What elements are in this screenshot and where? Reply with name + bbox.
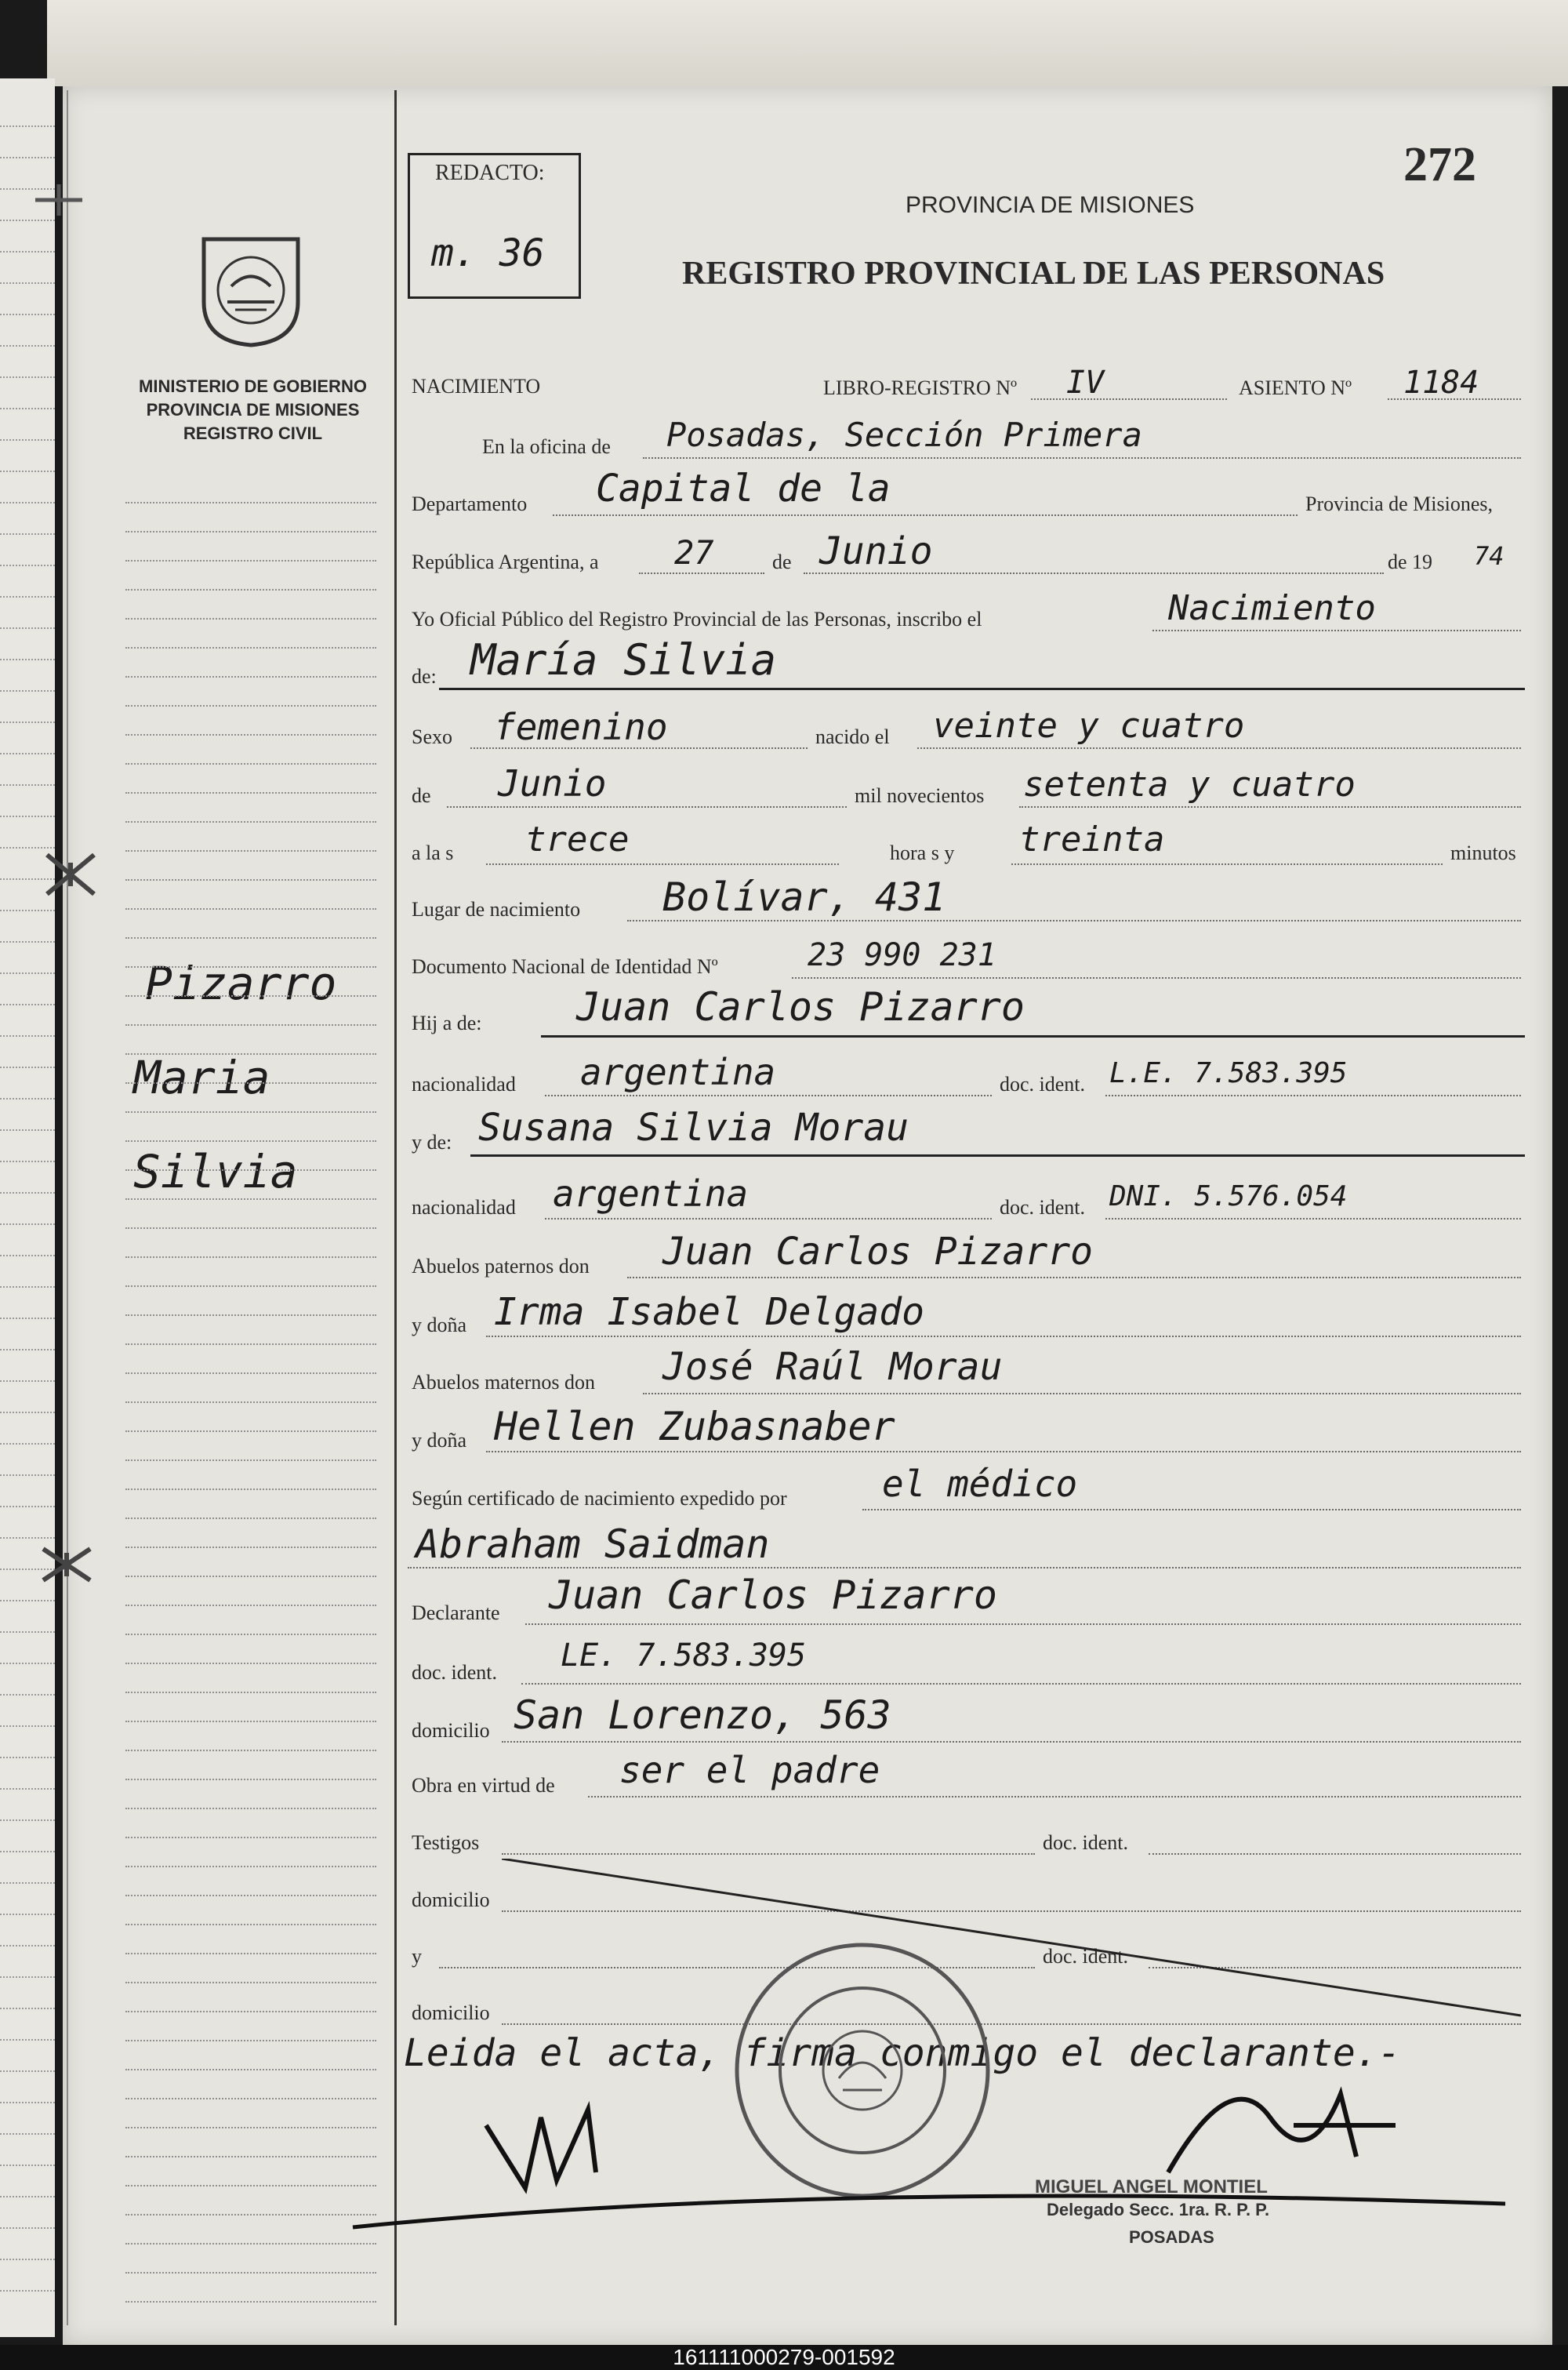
left-page-rule-line bbox=[0, 408, 55, 409]
name-value: María Silvia bbox=[470, 635, 777, 685]
left-page-rule-line bbox=[0, 1882, 55, 1884]
nacido-label: nacido el bbox=[815, 725, 890, 748]
departamento-line bbox=[553, 514, 1298, 516]
doc2-value: DNI. 5.576.054 bbox=[1109, 1180, 1348, 1212]
official-name: MIGUEL ANGEL MONTIEL bbox=[1035, 2176, 1268, 2197]
left-page-rule-line bbox=[0, 1694, 55, 1696]
left-page-rule-line bbox=[0, 1098, 55, 1100]
closing-text: Leida el acta, firma conmigo el declarante.- bbox=[404, 2031, 1401, 2075]
left-page-rule-line bbox=[0, 1663, 55, 1664]
ministry-label: MINISTERIO DE GOBIERNO bbox=[139, 376, 367, 396]
official-signature-icon bbox=[1137, 2047, 1450, 2188]
horas-label: hora s y bbox=[890, 841, 955, 864]
record-type: NACIMIENTO bbox=[412, 375, 541, 398]
staple-icon bbox=[31, 173, 86, 227]
flourish-line-icon bbox=[345, 2172, 1521, 2243]
margin-rule-line bbox=[125, 2011, 376, 2012]
margin-rule-line bbox=[125, 1082, 376, 1084]
left-page-rule-line bbox=[0, 1035, 55, 1037]
sexo-label: Sexo bbox=[412, 725, 452, 748]
margin-rule-line bbox=[125, 2040, 376, 2041]
left-page-rule-line bbox=[0, 1506, 55, 1507]
official-title: Delegado Secc. 1ra. R. P. P. bbox=[1047, 2200, 1270, 2219]
left-page-rule-line bbox=[0, 1945, 55, 1947]
madre-value: Susana Silvia Morau bbox=[478, 1106, 909, 1150]
libro-label: LIBRO-REGISTRO Nº bbox=[823, 376, 1018, 399]
left-page-rule-line bbox=[0, 2133, 55, 2135]
testdoc-line bbox=[1149, 1853, 1521, 1855]
day-line bbox=[639, 573, 764, 574]
domicilio2-label: domicilio bbox=[412, 1888, 490, 1911]
margin-rule-line bbox=[125, 792, 376, 794]
ministry-province-label: PROVINCIA DE MISIONES bbox=[146, 400, 360, 420]
hija-label: Hij a de: bbox=[412, 1012, 482, 1034]
left-page-rule-line bbox=[0, 627, 55, 629]
page-left-edge bbox=[67, 90, 68, 2325]
ministry-registry-label: REGISTRO CIVIL bbox=[183, 423, 323, 443]
left-page-rule-line bbox=[0, 1976, 55, 1978]
margin-rule-line bbox=[125, 1256, 376, 1258]
left-page-rule-line bbox=[0, 439, 55, 441]
left-page-rule-line bbox=[0, 502, 55, 503]
margin-rule-line bbox=[125, 1227, 376, 1229]
margin-rule-line bbox=[125, 821, 376, 823]
margin-rule-line bbox=[125, 647, 376, 649]
nac1-value: argentina bbox=[580, 1051, 776, 1093]
nacido-line bbox=[917, 747, 1521, 749]
margin-rule-line bbox=[125, 1982, 376, 1983]
libro-line bbox=[1031, 398, 1227, 400]
left-page-rule-line bbox=[0, 816, 55, 817]
month2-value: Junio bbox=[498, 762, 607, 805]
margin-rule-line bbox=[125, 2098, 376, 2099]
mil-label: mil novecientos bbox=[855, 784, 985, 807]
footer-id: 161111000279-001592 bbox=[673, 2345, 895, 2369]
left-page-rule-line bbox=[0, 972, 55, 974]
abmat2-value: Hellen Zubasnaber bbox=[494, 1404, 895, 1449]
left-page-rule-line bbox=[0, 2290, 55, 2292]
left-page-rule-line bbox=[0, 1161, 55, 1162]
testigos-label: Testigos bbox=[412, 1831, 480, 1854]
obra-line bbox=[588, 1796, 1521, 1797]
margin-rule-line bbox=[125, 2214, 376, 2216]
month2-line bbox=[447, 806, 847, 808]
obra-label: Obra en virtud de bbox=[412, 1774, 555, 1797]
decdoc-value: LE. 7.583.395 bbox=[561, 1638, 807, 1674]
margin-rule-line bbox=[125, 531, 376, 533]
oficial-label: Yo Oficial Público del Registro Provincial de las Personas, inscribo el bbox=[412, 608, 982, 631]
margin-rule-line bbox=[125, 1605, 376, 1606]
left-page-rule-line bbox=[0, 784, 55, 786]
left-page-rule-line bbox=[0, 1412, 55, 1413]
left-page-rule-line bbox=[0, 1129, 55, 1131]
nac2-label: nacionalidad bbox=[412, 1196, 516, 1219]
header-registry: REGISTRO PROVINCIAL DE LAS PERSONAS bbox=[682, 256, 1385, 292]
domicilio3-label: domicilio bbox=[412, 2001, 490, 2024]
min-line bbox=[1011, 863, 1443, 865]
left-page-rule-line bbox=[0, 1223, 55, 1225]
left-page-rule-line bbox=[0, 690, 55, 692]
declarante-line bbox=[525, 1623, 1521, 1625]
abmat2-label: y doña bbox=[412, 1429, 467, 1452]
left-page-rule-line bbox=[0, 659, 55, 660]
cert-name: Abraham Saidman bbox=[416, 1521, 770, 1567]
year-value: 74 bbox=[1474, 541, 1504, 571]
padre-line bbox=[541, 1035, 1525, 1038]
left-page-rule-line bbox=[0, 1819, 55, 1821]
day-value: 27 bbox=[674, 533, 714, 572]
abpat2-value: Irma Isabel Delgado bbox=[494, 1290, 925, 1334]
left-page-rule-line bbox=[0, 471, 55, 472]
left-page-rule-line bbox=[0, 1757, 55, 1758]
doc1-label: doc. ident. bbox=[1000, 1073, 1086, 1096]
decdoc-line bbox=[521, 1683, 1521, 1685]
staple-icon bbox=[39, 1537, 94, 1592]
republica-label: República Argentina, a bbox=[412, 551, 599, 573]
page-number: 272 bbox=[1403, 138, 1476, 191]
nac1-label: nacionalidad bbox=[412, 1073, 516, 1096]
ministry-seal-icon bbox=[188, 231, 314, 349]
left-page-strip bbox=[0, 78, 55, 2337]
abmat2-line bbox=[486, 1451, 1521, 1452]
margin-rule-line bbox=[125, 1518, 376, 1519]
margin-rule-line bbox=[125, 1779, 376, 1780]
left-page-rule-line bbox=[0, 1600, 55, 1601]
left-page-rule-line bbox=[0, 2227, 55, 2229]
testdoc2-label: doc. ident. bbox=[1043, 1945, 1129, 1968]
margin-rule-line bbox=[125, 2301, 376, 2303]
madre-label: y de: bbox=[412, 1131, 452, 1154]
margin-rule-line bbox=[125, 995, 376, 997]
left-page-rule-line bbox=[0, 1443, 55, 1445]
margin-rule-line bbox=[125, 1459, 376, 1461]
margin-rule-line bbox=[125, 1721, 376, 1722]
oficial-value: Nacimiento bbox=[1168, 588, 1376, 628]
margin-rule-line bbox=[125, 1430, 376, 1432]
book-top-edge bbox=[47, 0, 1568, 86]
margin-rule-line bbox=[125, 1634, 376, 1635]
left-page-rule-line bbox=[0, 2165, 55, 2166]
left-page-rule-line bbox=[0, 345, 55, 347]
margin-rule-line bbox=[125, 1953, 376, 1954]
left-page-rule-line bbox=[0, 596, 55, 598]
margin-rule-line bbox=[125, 1692, 376, 1693]
abpat-label: Abuelos paternos don bbox=[412, 1255, 590, 1278]
left-page-rule-line bbox=[0, 1067, 55, 1068]
margin-rule-line bbox=[125, 734, 376, 736]
oficina-line bbox=[643, 457, 1521, 459]
margin-rule-line bbox=[125, 1198, 376, 1200]
margin-rule-line bbox=[125, 1372, 376, 1374]
left-page-rule-line bbox=[0, 565, 55, 566]
left-page-rule-line bbox=[0, 2039, 55, 2041]
left-page-rule-line bbox=[0, 1318, 55, 1319]
margin-rule-line bbox=[125, 908, 376, 910]
year-label: de 19 bbox=[1388, 551, 1433, 573]
left-page-rule-line bbox=[0, 157, 55, 158]
cert-value: el médico bbox=[882, 1463, 1078, 1505]
margin-firstname: Maria bbox=[133, 1051, 270, 1104]
domicilio-value: San Lorenzo, 563 bbox=[514, 1692, 891, 1738]
min-value: treinta bbox=[1019, 820, 1165, 860]
margin-rule-line bbox=[125, 2243, 376, 2245]
left-page-rule-line bbox=[0, 722, 55, 723]
left-page-rule-line bbox=[0, 251, 55, 253]
margin-rule-line bbox=[125, 937, 376, 939]
mil-value: setenta y cuatro bbox=[1023, 765, 1356, 805]
margin-rule-line bbox=[125, 1401, 376, 1403]
domicilio-label: domicilio bbox=[412, 1719, 490, 1742]
madre-line bbox=[470, 1154, 1525, 1157]
margin-rule-line bbox=[125, 1837, 376, 1838]
cert-label: Según certificado de nacimiento expedido por bbox=[412, 1487, 787, 1510]
left-page-rule-line bbox=[0, 314, 55, 315]
left-page-rule-line bbox=[0, 1255, 55, 1256]
margin-rule-line bbox=[125, 502, 376, 503]
sexo-value: femenino bbox=[494, 706, 668, 748]
abpat-value: Juan Carlos Pizarro bbox=[662, 1230, 1094, 1274]
scan-footer bbox=[0, 2345, 1568, 2370]
left-page-rule-line bbox=[0, 533, 55, 535]
margin-rule-line bbox=[125, 618, 376, 620]
departamento-label: Departamento bbox=[412, 493, 528, 515]
left-page-rule-line bbox=[0, 1474, 55, 1476]
margin-rule-line bbox=[125, 1808, 376, 1809]
dni-label: Documento Nacional de Identidad Nº bbox=[412, 955, 718, 978]
margin-rule-line bbox=[125, 589, 376, 591]
margin-rule-line bbox=[125, 1750, 376, 1751]
margin-vertical-rule bbox=[394, 90, 397, 2325]
left-page-rule-line bbox=[0, 1380, 55, 1382]
dni-value: 23 990 231 bbox=[808, 937, 996, 973]
left-page-rule-line bbox=[0, 2102, 55, 2103]
nac2-value: argentina bbox=[553, 1172, 749, 1215]
margin-rule-line bbox=[125, 763, 376, 765]
left-page-rule-line bbox=[0, 1725, 55, 1727]
left-page-rule-line bbox=[0, 1286, 55, 1288]
margin-rule-line bbox=[125, 2272, 376, 2274]
margin-rule-line bbox=[125, 1547, 376, 1548]
redacto-value: m. 36 bbox=[431, 231, 545, 275]
oficina-label: En la oficina de bbox=[482, 435, 611, 458]
left-page-rule-line bbox=[0, 1192, 55, 1194]
cert-name-line bbox=[408, 1567, 1521, 1568]
asiento-value: 1184 bbox=[1403, 365, 1479, 401]
margin-rule-line bbox=[125, 705, 376, 707]
doc2-label: doc. ident. bbox=[1000, 1196, 1086, 1219]
testigos-line bbox=[502, 1853, 1035, 1855]
left-page-rule-line bbox=[0, 1788, 55, 1790]
margin-rule-line bbox=[125, 2127, 376, 2128]
abmat-label: Abuelos maternos don bbox=[412, 1371, 595, 1394]
left-page-rule-line bbox=[0, 1851, 55, 1852]
republica-de-label: de bbox=[772, 551, 792, 573]
left-page-rule-line bbox=[0, 125, 55, 127]
left-page-rule-line bbox=[0, 1914, 55, 1915]
left-page-rule-line bbox=[0, 2008, 55, 2009]
abmat-value: José Raúl Morau bbox=[662, 1345, 1003, 1389]
left-page-rule-line bbox=[0, 753, 55, 754]
domicilio-line bbox=[502, 1741, 1521, 1743]
header-province: PROVINCIA DE MISIONES bbox=[906, 192, 1195, 218]
left-page-rule-line bbox=[0, 941, 55, 943]
cert-line bbox=[862, 1509, 1521, 1510]
margin-rule-line bbox=[125, 879, 376, 881]
official-city: POSADAS bbox=[1129, 2227, 1214, 2247]
doc1-value: L.E. 7.583.395 bbox=[1109, 1057, 1348, 1089]
padre-value: Juan Carlos Pizarro bbox=[576, 984, 1025, 1030]
abpat2-line bbox=[486, 1336, 1521, 1337]
redacto-label: REDACTO: bbox=[435, 161, 545, 185]
lugar-line bbox=[627, 920, 1521, 921]
margin-rule-line bbox=[125, 1343, 376, 1345]
declarante-value: Juan Carlos Pizarro bbox=[549, 1572, 997, 1618]
margin-rule-line bbox=[125, 1140, 376, 1142]
margin-rule-line bbox=[125, 1053, 376, 1055]
official-stamp-icon bbox=[729, 1937, 996, 2204]
left-page-rule-line bbox=[0, 2259, 55, 2260]
margin-rule-line bbox=[125, 1924, 376, 1925]
left-page-rule-line bbox=[0, 2196, 55, 2197]
month-value: Junio bbox=[819, 529, 933, 573]
doc2-line bbox=[1105, 1218, 1521, 1220]
libro-value: IV bbox=[1066, 365, 1105, 401]
margin-rule-line bbox=[125, 1576, 376, 1577]
declarante-label: Declarante bbox=[412, 1601, 500, 1624]
margin-rule-line bbox=[125, 2069, 376, 2070]
left-page-rule-line bbox=[0, 2070, 55, 2072]
nac1-line bbox=[545, 1095, 992, 1096]
strike-line bbox=[502, 1859, 1521, 2031]
left-page-rule-line bbox=[0, 1004, 55, 1005]
left-page-rule-line bbox=[0, 282, 55, 284]
dni-line bbox=[792, 977, 1521, 979]
name-line bbox=[439, 688, 1525, 690]
nac2-line bbox=[545, 1218, 992, 1220]
asiento-label: ASIENTO Nº bbox=[1239, 376, 1352, 399]
abpat-line bbox=[627, 1277, 1521, 1278]
staple-icon bbox=[43, 847, 98, 902]
margin-surname: Pizarro bbox=[145, 957, 337, 1010]
margin-rule-line bbox=[125, 1895, 376, 1896]
abmat-line bbox=[643, 1393, 1521, 1394]
nacido-value: veinte y cuatro bbox=[933, 706, 1245, 746]
abpat2-label: y doña bbox=[412, 1314, 467, 1336]
hora-value: trece bbox=[525, 820, 630, 860]
left-page-rule-line bbox=[0, 1631, 55, 1633]
hora-line bbox=[486, 863, 839, 865]
margin-rule-line bbox=[125, 1314, 376, 1316]
margin-rule-line bbox=[125, 1663, 376, 1664]
departamento-value: Capital de la bbox=[596, 467, 891, 511]
mil-line bbox=[1019, 806, 1521, 808]
oficina-value: Posadas, Sección Primera bbox=[666, 416, 1142, 454]
left-page-rule-line bbox=[0, 910, 55, 911]
margin-rule-line bbox=[125, 1024, 376, 1026]
margin-rule-line bbox=[125, 560, 376, 562]
provincia-suffix: Provincia de Misiones, bbox=[1305, 493, 1494, 515]
y-label: y bbox=[412, 1945, 422, 1968]
left-page-rule-line bbox=[0, 376, 55, 378]
margin-rule-line bbox=[125, 1285, 376, 1287]
margin-rule-line bbox=[125, 2156, 376, 2157]
margin-rule-line bbox=[125, 676, 376, 678]
margin-rule-line bbox=[125, 2185, 376, 2186]
lugar-value: Bolívar, 431 bbox=[662, 874, 946, 920]
month2-label: de bbox=[412, 784, 431, 807]
margin-rule-line bbox=[125, 966, 376, 968]
margin-middlename: Silvia bbox=[133, 1145, 298, 1198]
hora-label: a la s bbox=[412, 841, 454, 864]
oficial-line bbox=[1152, 630, 1521, 631]
left-page-rule-line bbox=[0, 1349, 55, 1350]
decdoc-label: doc. ident. bbox=[412, 1661, 498, 1684]
margin-rule-line bbox=[125, 1169, 376, 1171]
name-label: de: bbox=[412, 665, 437, 688]
margin-rule-line bbox=[125, 1489, 376, 1490]
obra-value: ser el padre bbox=[619, 1749, 880, 1791]
margin-rule-line bbox=[125, 1866, 376, 1867]
testdoc-label: doc. ident. bbox=[1043, 1831, 1129, 1854]
margin-rule-line bbox=[125, 850, 376, 852]
minutos-label: minutos bbox=[1450, 841, 1516, 864]
margin-rule-line bbox=[125, 1111, 376, 1113]
doc1-line bbox=[1105, 1095, 1521, 1096]
lugar-label: Lugar de nacimiento bbox=[412, 898, 581, 921]
